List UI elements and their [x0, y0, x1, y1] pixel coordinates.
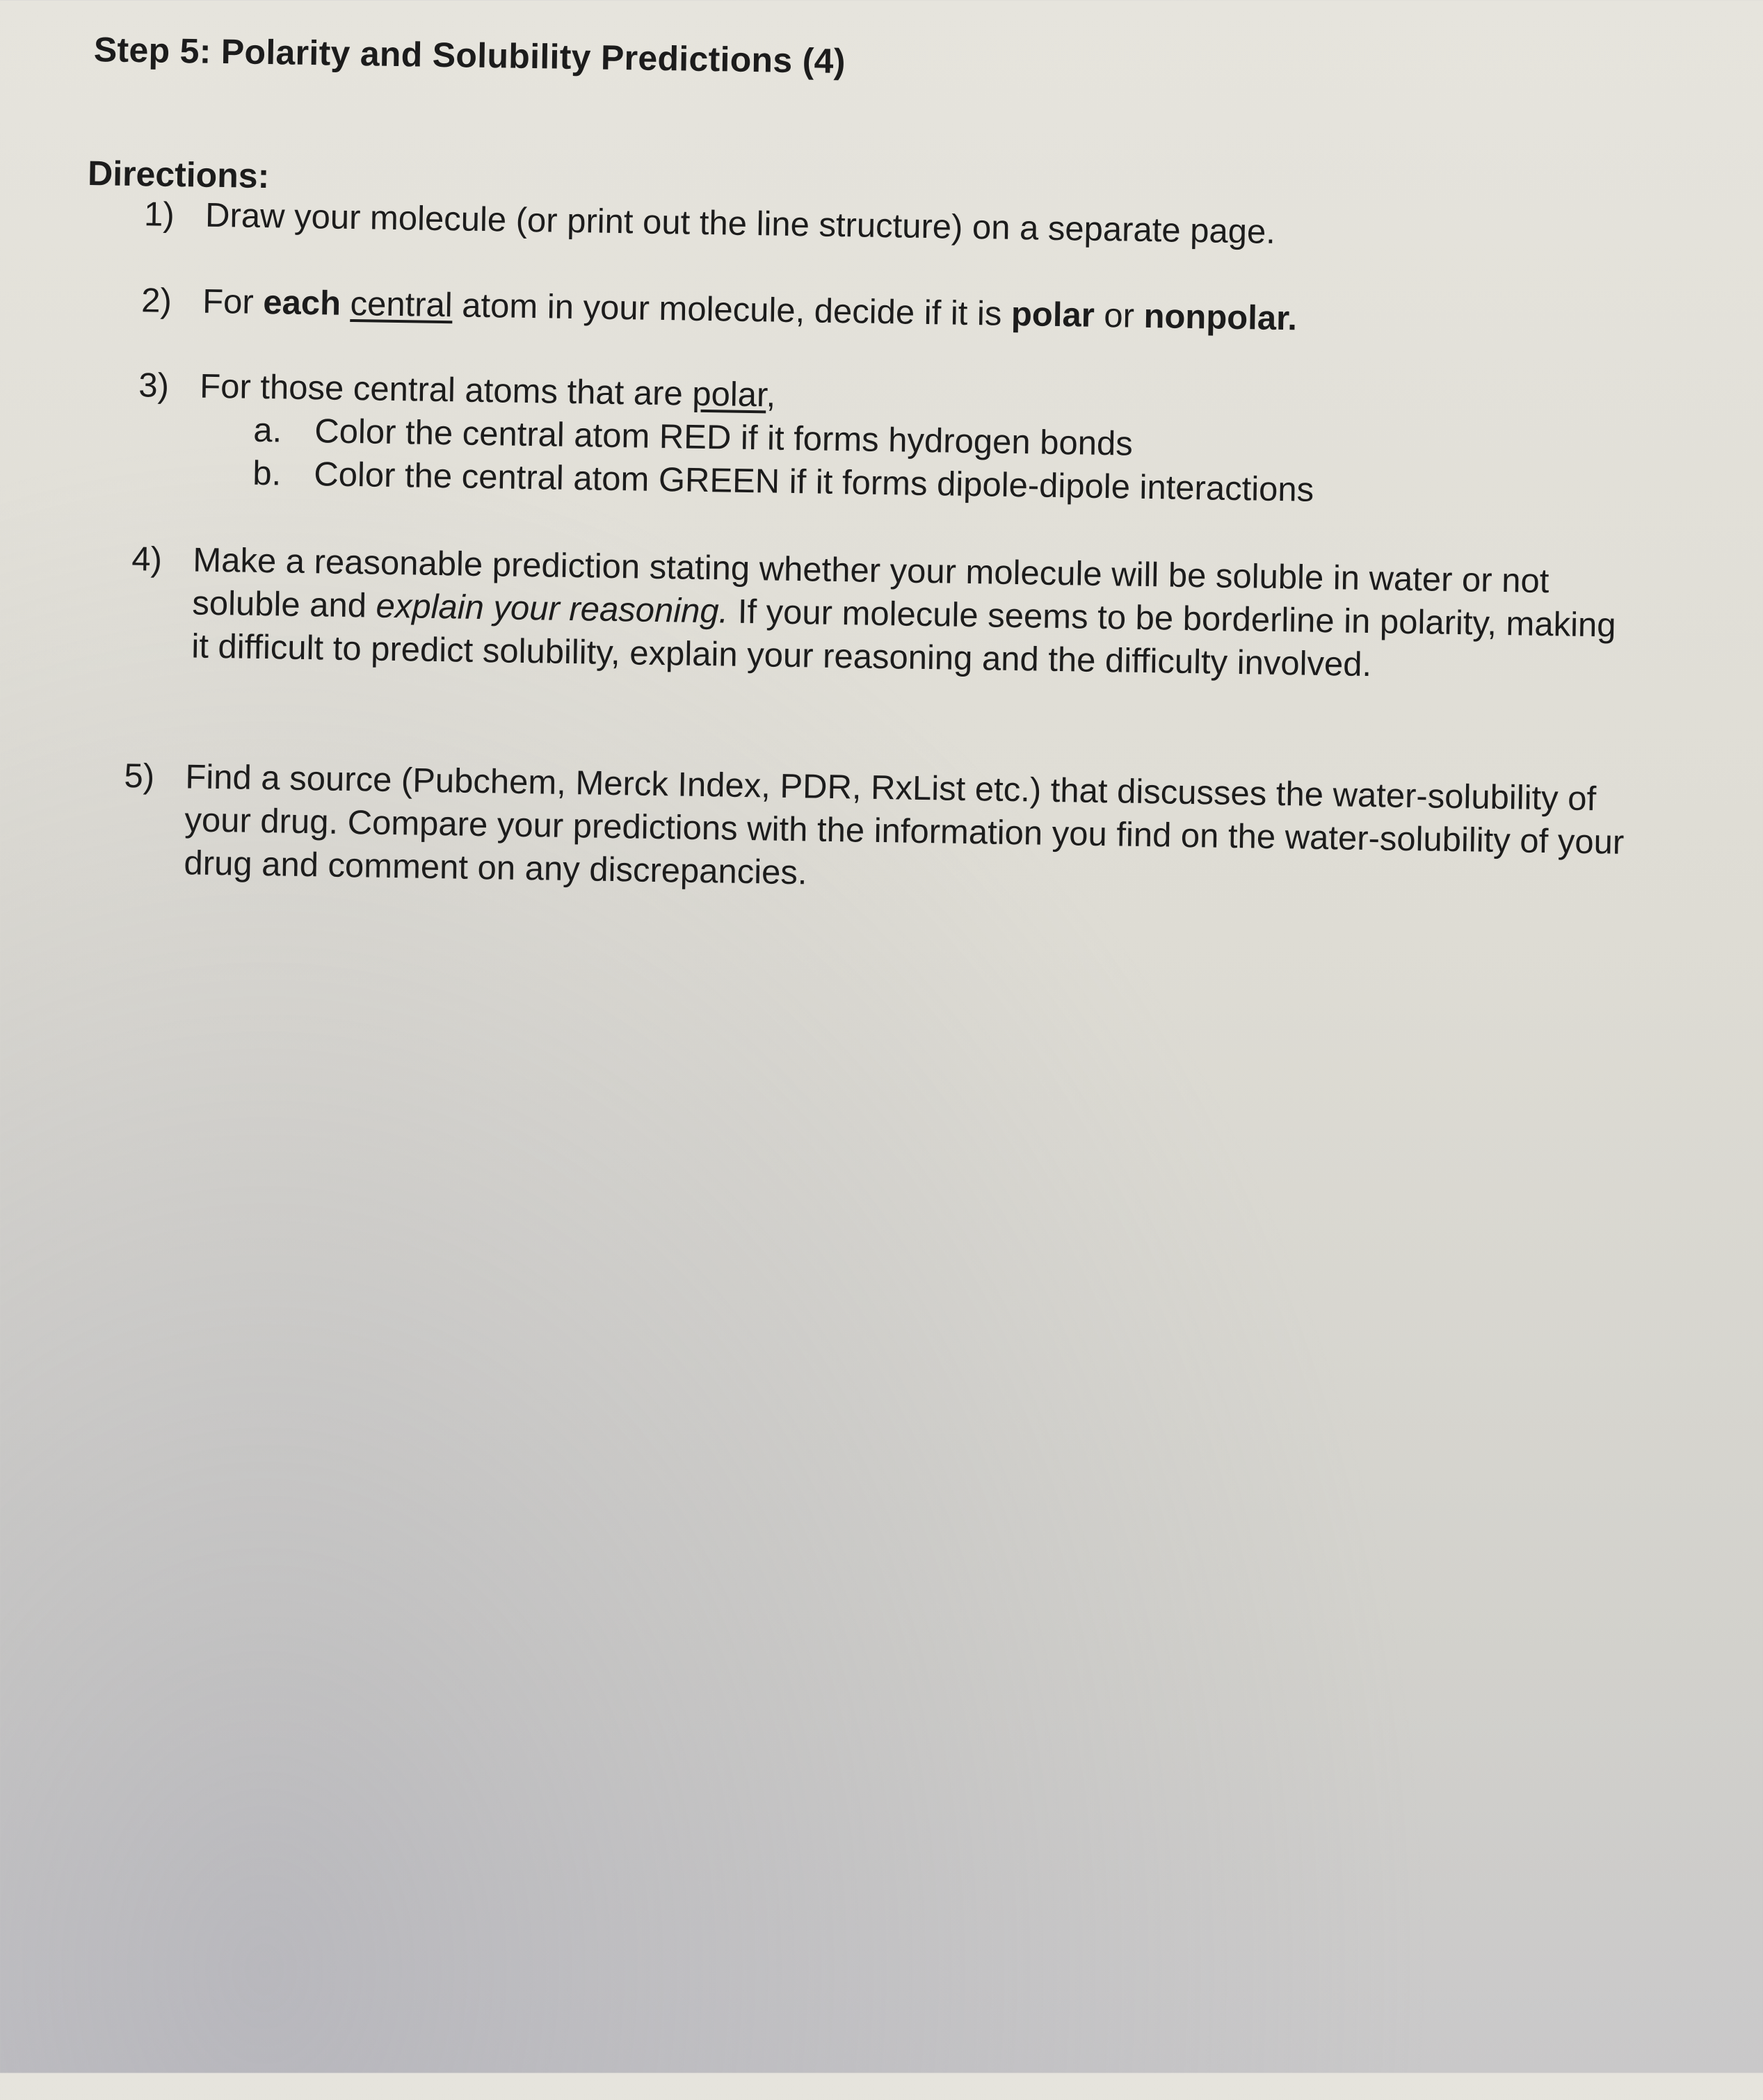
emphasis-nonpolar: nonpolar.	[1143, 297, 1298, 338]
sub-item-b	[252, 452, 1314, 512]
direction-step-1	[144, 193, 1605, 259]
underlined-central: central	[350, 284, 453, 325]
text-run: ,	[766, 376, 776, 414]
step-text	[141, 279, 1602, 345]
step-text: Find a source (Pubchem, Merck Index, PDR, RxList etc.) that discusses the water-solubility of your drug. Compare your predictions with the information you find on the water-solubility of your drug and comment on any discrepancies.	[184, 758, 1625, 892]
text-run: Make a reasonable prediction stating whether your molecule will be soluble in water or not soluble and	[191, 541, 1549, 625]
step-number: 4)	[131, 540, 163, 579]
direction-step-5	[122, 754, 1648, 907]
step-text: Draw your molecule (or print out the line structure) on a separate page.	[204, 196, 1276, 251]
emphasis-polar: polar	[1011, 295, 1095, 334]
text-run: If your molecule seems to be borderline in polarity, making it difficult to predict solubility, explain your reasoning and the difficulty involved.	[191, 592, 1616, 684]
step-number: 1)	[143, 195, 175, 234]
sub-item-letter: b.	[252, 454, 282, 493]
emphasis-explain-reasoning: explain your reasoning.	[376, 587, 729, 631]
text-run: For those central atoms that are	[199, 367, 693, 413]
underlined-polar: polar	[691, 375, 767, 414]
direction-step-2	[141, 279, 1602, 345]
sub-item-letter: a.	[252, 411, 282, 450]
direction-step-4	[130, 538, 1634, 690]
step-number: 3)	[138, 366, 170, 405]
step-number: 5)	[124, 757, 155, 795]
text-run: For	[202, 282, 264, 321]
text-run	[341, 285, 351, 323]
text-run: atom in your molecule, decide if it is	[452, 286, 1012, 333]
sub-item-text: Color the central atom RED if it forms hydrogen bonds	[314, 412, 1134, 463]
step-number: 2)	[140, 282, 172, 320]
sub-item-text: Color the central atom GREEN if it forms dipole-dipole interactions	[313, 455, 1314, 509]
directions-label: Directions:	[87, 154, 270, 196]
step-text	[130, 538, 1634, 690]
text-run: or	[1094, 296, 1144, 335]
page-title: Step 5: Polarity and Solubility Predictions (4)	[93, 30, 846, 81]
emphasis-each: each	[262, 283, 341, 323]
